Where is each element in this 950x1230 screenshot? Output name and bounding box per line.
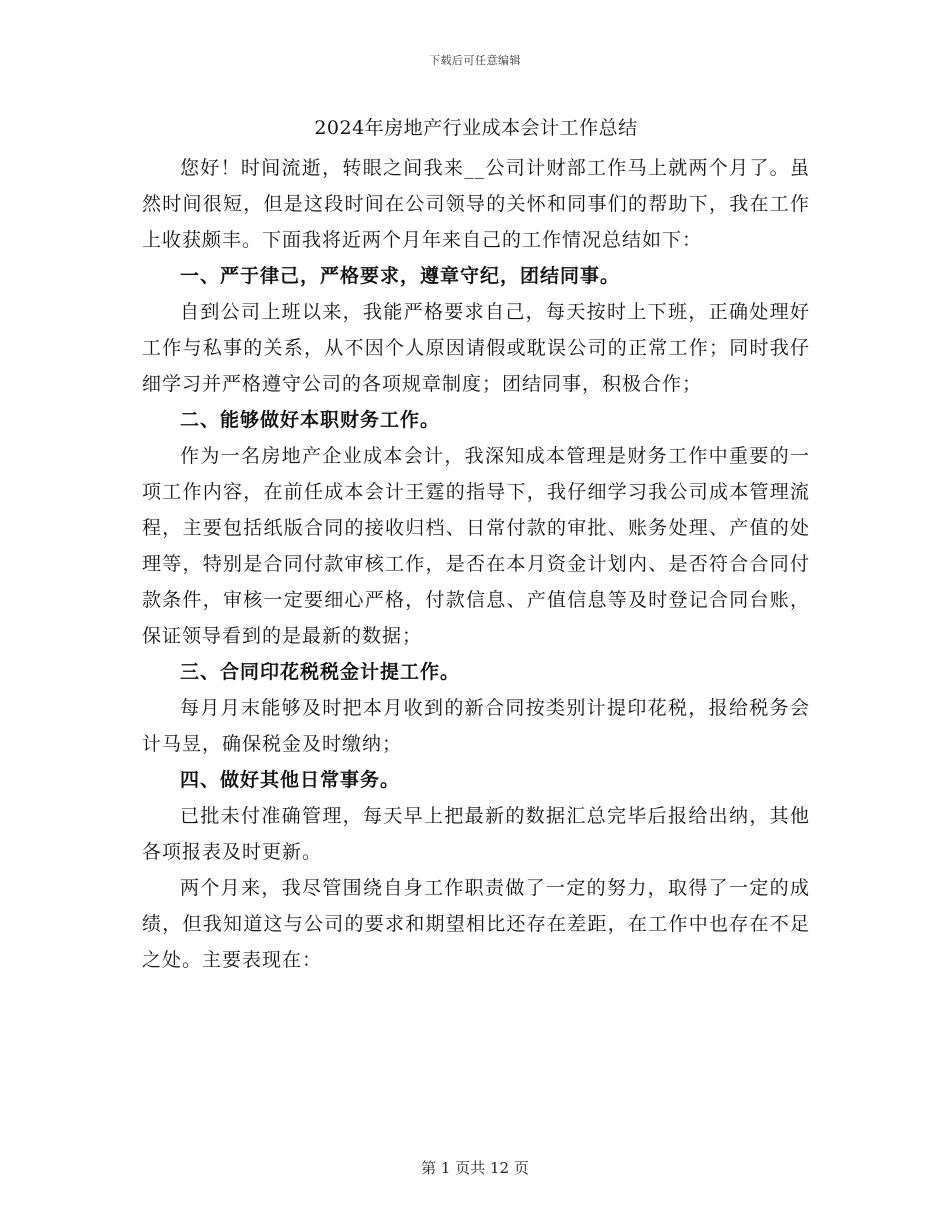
paragraph-section-3: 每月月末能够及时把本月收到的新合同按类别计提印花税，报给税务会计马昱，确保税金及时缴纳； bbox=[142, 697, 810, 755]
paragraph-intro: 您好！时间流逝，转眼之间我来__公司计财部工作马上就两个月了。虽然时间很短，但是这段时间在公司领导的关怀和同事们的帮助下，我在工作上收获颇丰。下面我将近两个月年来自己的工作情况总结如下： bbox=[142, 157, 810, 251]
paragraph-section-2: 作为一名房地产企业成本会计，我深知成本管理是财务工作中重要的一项工作内容，在前任成本会计王霆的指导下，我仔细学习我公司成本管理流程，主要包括纸版合同的接收归档、日常付款的审批、账务处理、产值的处理等，特别是合同付款审核工作，是否在本月资金计划内、是否符合合同付款条件，审核一定要细心严格，付款信息、产值信息等及时登记合同台账，保证领导看到的是最新的数据； bbox=[142, 445, 810, 647]
section-heading-1: 一、严于律己，严格要求，遵章守纪，团结同事。 bbox=[180, 265, 621, 287]
page-header-note: 下载后可任意编辑 bbox=[429, 54, 521, 67]
document-body bbox=[142, 112, 810, 978]
paragraph-section-4: 已批未付准确管理，每天早上把最新的数据汇总完毕后报给出纳，其他各项报表及时更新。 bbox=[142, 805, 810, 863]
paragraph-summary: 两个月来，我尽管围绕自身工作职责做了一定的努力，取得了一定的成绩，但我知道这与公司的要求和期望相比还存在差距，在工作中也存在不足之处。主要表现在： bbox=[142, 877, 810, 971]
section-heading-4: 四、做好其他日常事务。 bbox=[180, 769, 401, 791]
paragraph-section-1: 自到公司上班以来，我能严格要求自己，每天按时上下班，正确处理好工作与私事的关系，从不因个人原因请假或耽误公司的正常工作；同时我仔细学习并严格遵守公司的各项规章制度；团结同事，积极合作； bbox=[142, 301, 810, 395]
section-heading-3: 三、合同印花税税金计提工作。 bbox=[180, 661, 461, 683]
document-title: 2024年房地产行业成本会计工作总结 bbox=[314, 117, 638, 139]
section-heading-2: 二、能够做好本职财务工作。 bbox=[180, 409, 441, 431]
page-number-footer: 第 1 页共 12 页 bbox=[421, 1159, 529, 1177]
